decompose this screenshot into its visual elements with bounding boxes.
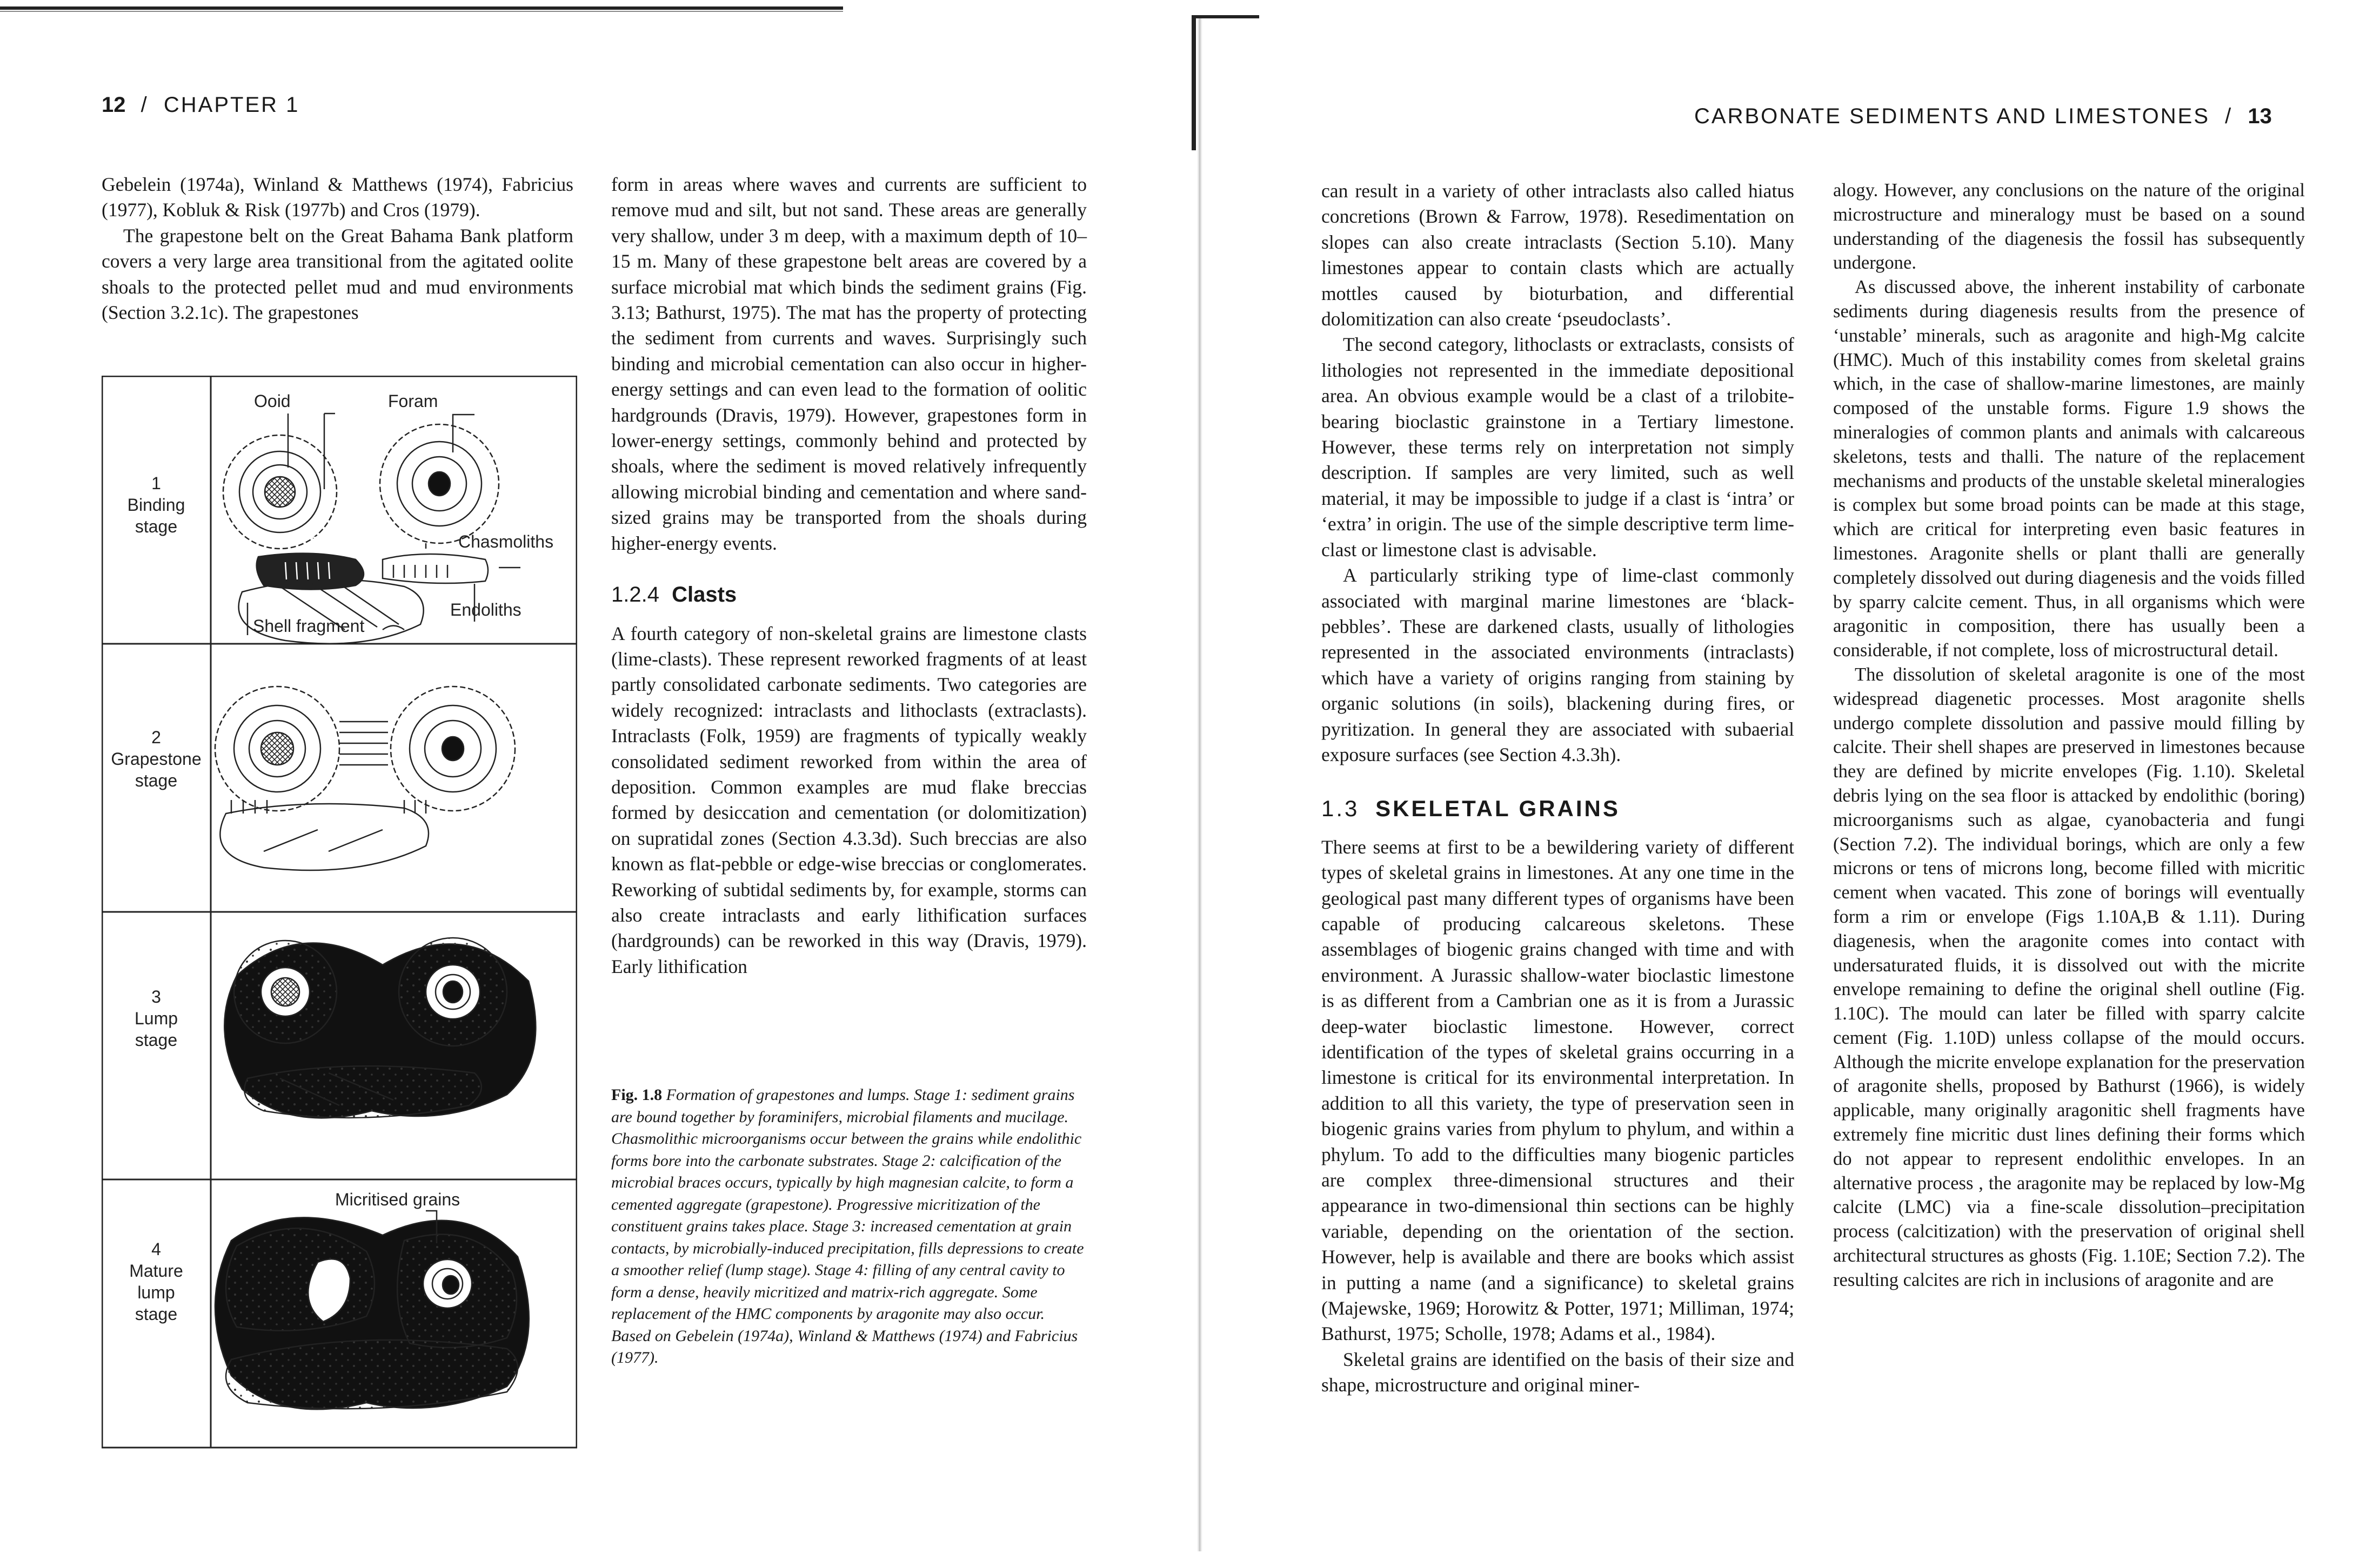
stage-2-number: 2 — [151, 728, 161, 747]
section-heading-1-2-4 — [611, 582, 1087, 608]
right-column-1 — [1321, 178, 1794, 1398]
label-ooid: Ooid — [254, 391, 291, 411]
stage-3-drawing — [224, 938, 536, 1118]
section-title: SKELETAL GRAINS — [1375, 796, 1620, 822]
right-column-2 — [1833, 178, 2305, 1292]
gutter-mark-horizontal — [1192, 15, 1259, 18]
stage-1-number: 1 — [151, 474, 161, 493]
paragraph: A fourth category of non-skeletal grains are limestone clasts (lime-clasts). These represent reworked fragments of at least partly consolidated carbonate sediments. Two categories are widely recognized: intraclasts and lithoclasts (extraclasts). Intraclasts (Folk, 1959) are fragments of typically weakly consolidated sediment reworked from within the area of deposition. Common examples are mud flake breccias formed by desiccation and cementation (or dolomitization) on supratidal zones (Section 4.3.3d). Such breccias are also known as flat-pebble or edge-wise breccias or conglomerates. Reworking of subtidal sediments by, for example, storms can also create intraclasts and early lithification surfaces (hardgrounds) can be reworked in this way (Dravis, 1979). Early lithification — [611, 622, 1087, 977]
stage-4-number: 4 — [151, 1239, 161, 1259]
paragraph: A particularly striking type of lime-clast commonly associated with marginal marine limestones are ‘black-pebbles’. These are darkened clasts, usually of lithologies represented in the associated environments (intraclasts) which have a variety of origins ranging from staining by organic solutions (in soils), blackening during fires, or pyritization. In general they are associated with subaerial exposure surfaces (see Section 4.3.3h). — [1321, 564, 1794, 765]
section-number: 1.2.4 — [611, 583, 659, 607]
label-micritised-grains: Micritised grains — [335, 1190, 460, 1209]
section-number: 1.3 — [1321, 796, 1360, 822]
left-page-number: 12 — [102, 93, 126, 117]
stage-4-name: Mature — [129, 1261, 183, 1281]
caption-label: Fig. 1.8 — [611, 1086, 663, 1104]
right-head-title: CARBONATE SEDIMENTS AND LIMESTONES — [1694, 104, 2210, 128]
stage-2-name: Grapestone — [111, 749, 202, 769]
stage-3-stage: stage — [135, 1030, 178, 1050]
stage-1-stage: stage — [135, 517, 178, 536]
paragraph: The grapestone belt on the Great Bahama Bank platform covers a very large area transitional from the agitated oolite shoals to the protected pellet mud and mud environments (Section 3.2.1c). The grapestones — [102, 224, 573, 324]
top-rule-shadow — [0, 11, 843, 12]
stage-4-name-2: lump — [137, 1283, 175, 1302]
left-column-1 — [102, 172, 573, 325]
paragraph: form in areas where waves and currents are sufficient to remove mud and silt, but not sand. These areas are generally very shallow, under 3 m deep, with a maximum depth of 10–15 m. Many of these grapestone belt areas are covered by a surface microbial mat which binds the sediment grains (Fig. 3.13; Bathurst, 1975). The mat has the property of protecting the sediment from currents and waves. Surprisingly such binding and microbial cementation can also occur in higher-energy settings and can even lead to the formation of oolitic hardgrounds (Dravis, 1979). However, grapestones form in lower-energy settings, commonly behind and protected by shoals, where the sediment is moved relatively infrequently allowing microbial binding and cementation and where sand-sized grains may be transported from the shoals during higher-energy events. — [611, 174, 1087, 554]
section-title: Clasts — [672, 583, 737, 607]
figure-1-8 — [102, 376, 577, 1449]
paragraph: can result in a variety of other intraclasts also called hiatus concretions (Brown & Farrow, 1978). Resedimentation on slopes can also create intraclasts (Section 5.10). Many limestones appear to contain clasts which are actually mottles caused by bioturbation, and differential dolomitization can also create ‘pseudoclasts’. — [1321, 180, 1794, 330]
figure-1-8-caption — [611, 1084, 1086, 1369]
paragraph: Skeletal grains are identified on the basis of their size and shape, microstructure and original miner- — [1321, 1348, 1794, 1396]
paragraph: alogy. However, any conclusions on the nature of the original microstructure and mineralogy must be based on a sound understanding of the diagenesis the fossil has subsequently undergone. — [1833, 180, 2305, 274]
paragraph: Gebelein (1974a), Winland & Matthews (1974), Fabricius (1977), Kobluk & Risk (1977b) and Cros (1979). — [102, 174, 573, 221]
stage-3-name: Lump — [134, 1009, 178, 1028]
paragraph: The dissolution of skeletal aragonite is one of the most widespread diagenetic processes. Most aragonite shells undergo complete dissolution and passive mould filling by calcite. Their shell shapes are preserved in limestones because they are defined by micrite envelopes (Fig. 1.10). Skeletal debris lying on the sea floor is attacked by endolithic (boring) microorganisms such as algae, cyanobacteria and fungi (Section 7.2). The individual borings, which are only a few microns or tens of microns long, become filled with micritic cement when vacated. This zone of borings will eventually form a rim or envelope (Figs 1.10A,B & 1.11). During diagenesis, when the aragonite comes into contact with undersaturated fluids, it is dissolved out with the micrite envelope remaining to define the original shell outline (Fig. 1.10C). The mould can later be filled with sparry calcite cement (Fig. 1.10D) unless collapse of the mould occurs. Although the micrite envelope explanation for the preservation of aragonite shells, proposed by Bathurst (1966), is widely applicable, many originally aragonitic shell fragments have extremely fine micritic dust lines defining their forms which do not appear to represent endolithic envelopes. In an alternative process , the aragonite may be replaced by low-Mg calcite (LMC) via a fine-scale dissolution–precipitation process (calcitization) with the preservation of original shell architectural structures as ghosts (Fig. 1.10E; Section 7.2). The resulting calcites are rich in inclusions of aragonite and are — [1833, 664, 2305, 1290]
left-head-title: CHAPTER 1 — [163, 93, 300, 117]
section-heading-1-3 — [1321, 796, 1794, 821]
label-chasmoliths: Chasmoliths — [458, 532, 554, 551]
label-endoliths: Endoliths — [450, 600, 522, 619]
paragraph: As discussed above, the inherent instability of carbonate sediments during diagenesis results from the presence of ‘unstable’ minerals, such as aragonite and high-Mg calcite (HMC). Much of this instability comes from skeletal grains which, in the case of shallow-marine limestones, are mainly composed of the unstable forms. Figure 1.9 shows the mineralogies of common plants and animals with calcareous skeletons, tests and thalli. The nature of the replacement mechanisms and products of the unstable skeletal mineralogies is complex but some broad points can be made at this stage, which are critical for interpreting even basic features in limestones. Aragonite shells or plant thalli are generally completely dissolved out during diagenesis and the voids filled by sparry calcite cement. Thus, in all organisms which were aragonitic in composition, there has usually been a considerable, if not complete, loss of microstructural detail. — [1833, 277, 2305, 661]
paragraph: There seems at first to be a bewildering variety of different types of skeletal grains in limestones. At any one time in the geological past many different types of organisms have been capable of producing calcareous skeletons. These assemblages of biogenic grains changed with time and with environment. A Jurassic shallow-water bioclastic limestone is as different from a Cambrian one as it is from a Jurassic deep-water bioclastic limestone. However, correct identification of the types of skeletal grains occurring in a limestone is critical for its environmental interpretation. In addition to all this variety, the type of preservation seen in biogenic grains varies from phylum to phylum, and within a phylum. To add to the difficulties many biogenic particles are complex three-dimensional structures and their appearance in two-dimensional thin sections can be highly variable, depending on the orientation of the section. However, help is available and there are books which assist in putting a name (and a significance) to skeletal grains (Majewske, 1969; Horowitz & Potter, 1971; Milliman, 1974; Bathurst, 1975; Scholle, 1978; Adams et al., 1984). — [1321, 836, 1794, 1345]
left-head-separator: / — [141, 93, 149, 117]
left-running-head — [102, 93, 299, 117]
right-page-number: 13 — [2248, 104, 2272, 128]
paragraph: The second category, lithoclasts or extraclasts, consists of lithologies not represented in the immediate depositional area. An obvious example would be a clast of a trilobite-bearing bioclastic grainstone in a Tertiary limestone. However, these terms rely on interpretation not simply description. If samples are very limited, such as well material, it may be impossible to judge if a clast is ‘intra’ or ‘extra’ in origin. The use of the simple descriptive term lime-clast or limestone clast is advisable. — [1321, 334, 1794, 561]
caption-text: Formation of grapestones and lumps. Stage 1: sediment grains are bound together by foraminifers, microbial filaments and mucilage. Chasmolithic microorganisms occur between the grains while endolithic forms bore into the carbonate substrates. Stage 2: calcification of the microbial braces occurs, typically by high magnesian calcite, to form a cemented aggregate (grapestone). Progressive micritization of the constituent grains takes place. Stage 3: increased cementation at grain contacts, by microbially-induced precipitation, fills depressions to create a smoother relief (lump stage). Stage 4: filling of any central cavity to form a dense, heavily micritized and matrix-rich aggregate. Some replacement of the HMC components by aragonite may also occur. Based on Gebelein (1974a), Winland & Matthews (1974) and Fabricius (1977). — [611, 1086, 1084, 1366]
stage-2-stage: stage — [135, 771, 178, 790]
stage-4-drawing — [215, 1211, 529, 1409]
right-head-separator: / — [2225, 104, 2233, 128]
top-rule — [0, 6, 843, 10]
gutter-mark-vertical — [1192, 15, 1196, 150]
stage-1-name: Binding — [127, 495, 185, 515]
right-running-head — [1694, 104, 2272, 129]
left-column-2 — [611, 172, 1087, 979]
stage-2-drawing — [215, 686, 515, 870]
book-gutter — [1197, 16, 1202, 1551]
label-shell-fragment: Shell fragment — [253, 616, 365, 636]
label-foram: Foram — [388, 391, 438, 411]
stage-4-stage: stage — [135, 1304, 178, 1324]
stage-1-leaders — [248, 395, 520, 635]
stage-3-number: 3 — [151, 987, 161, 1006]
